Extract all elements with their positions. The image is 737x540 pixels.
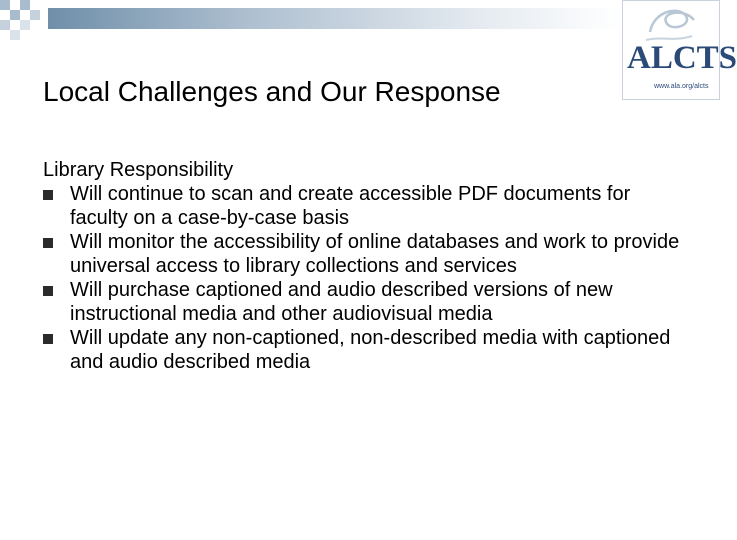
bullet-text: Will continue to scan and create accessible PDF documents for faculty on a case-by-case basis — [70, 183, 631, 229]
bullet-item — [43, 278, 683, 326]
bullet-item — [43, 326, 683, 374]
logo-name: ALCTS — [627, 40, 737, 76]
bullet-text: Will update any non-captioned, non-described media with captioned and audio described media — [70, 327, 671, 373]
alcts-logo — [622, 0, 737, 100]
section-heading: Library Responsibility — [43, 159, 234, 181]
bullet-text: Will purchase captioned and audio described versions of new instructional media and other audiovisual media — [70, 279, 613, 325]
bullet-list — [43, 182, 683, 374]
bullet-item — [43, 230, 683, 278]
bullet-item — [43, 182, 683, 230]
bullet-text: Will monitor the accessibility of online databases and work to provide universal access to library collections and services — [70, 231, 680, 277]
square-bullet-icon — [43, 334, 53, 344]
square-bullet-icon — [43, 238, 53, 248]
square-bullet-icon — [43, 190, 53, 200]
square-bullet-icon — [43, 286, 53, 296]
slide-title: Local Challenges and Our Response — [43, 76, 501, 107]
logo-url: www.ala.org/alcts — [654, 83, 709, 90]
slide-body — [43, 158, 683, 374]
header-gradient-bar — [48, 8, 620, 29]
